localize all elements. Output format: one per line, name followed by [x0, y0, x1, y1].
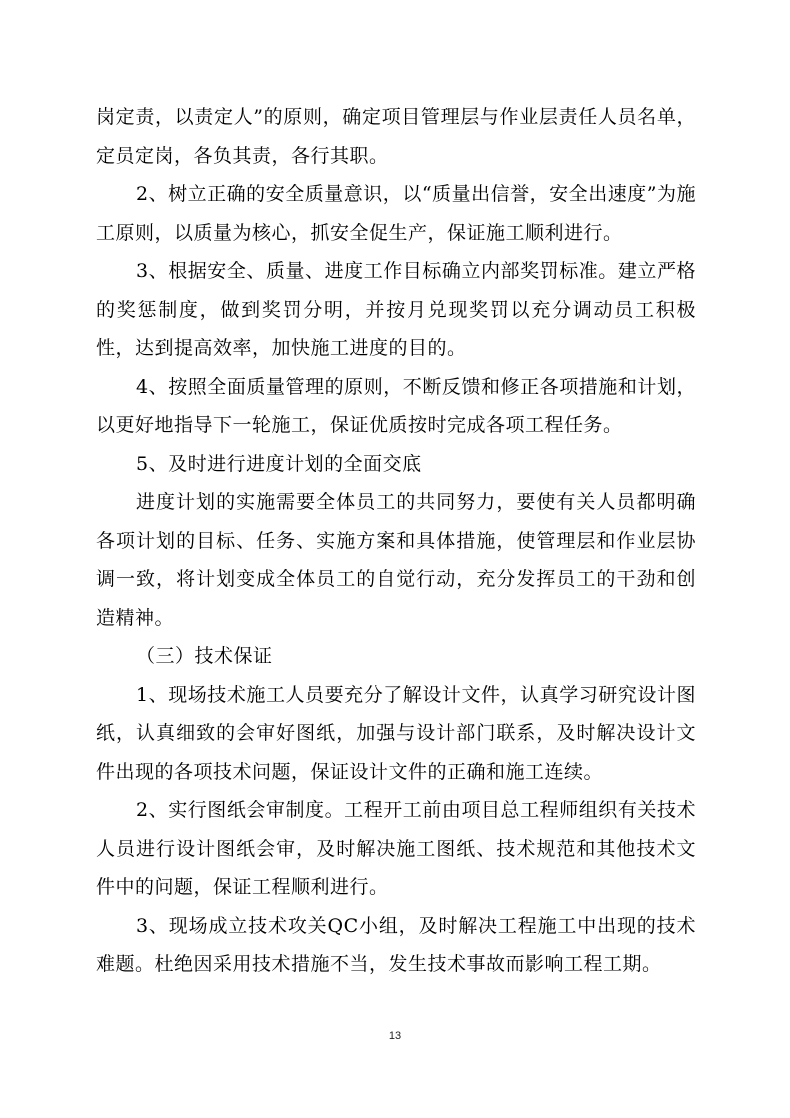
- paragraph-9: 2、实行图纸会审制度。工程开工前由项目总工程师组织有关技术人员进行设计图纸会审，及时解决施工图纸、技术规范和其他技术文件中的问题，保证工程顺利进行。: [96, 799, 696, 898]
- paragraph-6: 进度计划的实施需要全体员工的共同努力，要使有关人员都明确各项计划的目标、任务、实施方案和具体措施，使管理层和作业层协调一致，将计划变成全体员工的自觉行动，充分发挥员工的干劲和创造精神。: [96, 491, 696, 629]
- body-text: [96, 98, 696, 984]
- paragraph-1: 岗定责，以责定人”的原则，确定项目管理层与作业层责任人员名单，定员定岗，各负其责，各行其职。: [96, 106, 696, 167]
- paragraph-2: 2、树立正确的安全质量意识，以“质量出信誉，安全出速度”为施工原则，以质量为核心，抓安全促生产，保证施工顺利进行。: [96, 183, 696, 244]
- paragraph-3: 3、根据安全、质量、进度工作目标确立内部奖罚标准。建立严格的奖惩制度，做到奖罚分明，并按月兑现奖罚以充分调动员工积极性，达到提高效率，加快施工进度的目的。: [96, 260, 696, 359]
- section-heading-technical-guarantee: （三）技术保证: [136, 645, 273, 667]
- page-number: 13: [388, 1030, 402, 1042]
- paragraph-5-heading: 5、及时进行进度计划的全面交底: [136, 452, 422, 475]
- paragraph-10: 3、现场成立技术攻关QC小组，及时解决工程施工中出现的技术难题。杜绝因采用技术措施不当，发生技术事故而影响工程工期。: [96, 914, 696, 975]
- paragraph-4: 4、按照全面质量管理的原则，不断反馈和修正各项措施和计划，以更好地指导下一轮施工，保证优质按时完成各项工程任务。: [96, 375, 696, 436]
- paragraph-8: 1、现场技术施工人员要充分了解设计文件，认真学习研究设计图纸，认真细致的会审好图纸，加强与设计部门联系，及时解决设计文件出现的各项技术问题，保证设计文件的正确和施工连续。: [96, 683, 696, 783]
